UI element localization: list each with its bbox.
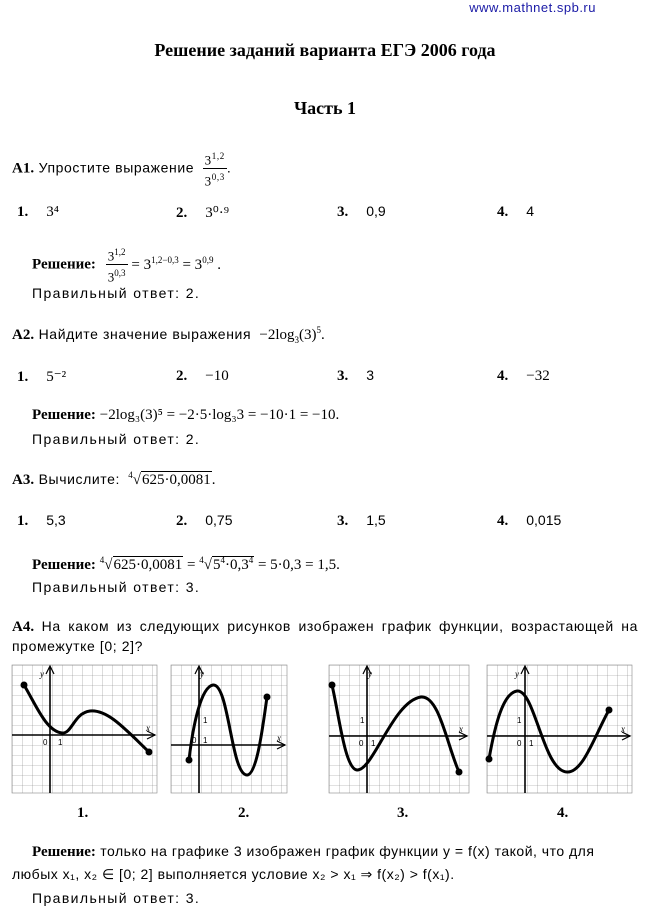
svg-text:1: 1 — [360, 716, 365, 725]
part-heading: Часть 1 — [293, 98, 357, 118]
svg-text:x: x — [277, 733, 281, 743]
graph-2 — [171, 665, 287, 793]
svg-text:1: 1 — [58, 738, 63, 747]
svg-text:1: 1 — [529, 739, 534, 748]
graph-3-label: 3. — [397, 805, 409, 821]
page-title: Решение заданий варианта ЕГЭ 2006 года — [154, 40, 496, 60]
a4-solution-line1: Решение: только на графике 3 изображен график функции y = f(x) такой, что для — [32, 843, 595, 860]
graph-4 — [486, 665, 633, 793]
a3-option-2: 2. 0,75 — [176, 512, 233, 529]
a2-solution: Решение: −2log₃(3)⁵ = −2·5·log₃3 = −10·1 = −10. — [32, 407, 340, 423]
svg-text:y: y — [515, 669, 519, 679]
a1-answer: Правильный ответ: 2. — [32, 285, 201, 301]
a4-answer: Правильный ответ: 3. — [32, 890, 201, 906]
a3-option-3: 3. 1,5 — [337, 512, 386, 529]
a3-solution: Решение: $^4√625\cdot 0,0081 = ^4√5^4\cdot 0,3^4 = 5\cdot 0,3 = 1,5$. — [32, 555, 340, 573]
question-a4: А4. На каком из следующих рисунков изображен график функции, возрастающей на промежутке [0; 2]? — [12, 618, 638, 654]
a2-option-3: 3. 3 — [337, 367, 375, 384]
question-a2: А2. Найдите значение выражения $-2\log_3(3)^5$. — [12, 325, 325, 345]
svg-text:x: x — [146, 723, 150, 733]
a1-option-3: 3. 0,9 — [337, 203, 386, 220]
a2-answer: Правильный ответ: 2. — [32, 431, 201, 447]
a3-option-1: 1. 5,3 — [17, 512, 66, 529]
a4-solution-line2: любых x₁, x₂ ∈ [0; 2] выполняется условие x₂ > x₁ ⇒ f(x₂) > f(x₁). — [12, 866, 455, 882]
question-a3: А3. Вычислите: $^4$√625·0,0081. — [12, 470, 216, 488]
question-a1: А1. Упростите выражение $\frac{3^{1,2}}{3^{0,3}}$ . — [12, 148, 231, 190]
a1-solution: Решение: $\frac{3^{1,2}}{3^{0,3}}$ = $3^{1,2-0,3} = 3^{0,9}$ . — [32, 244, 221, 286]
graph-1-label: 1. — [77, 805, 89, 821]
a3-answer: Правильный ответ: 3. — [32, 579, 201, 595]
svg-text:0: 0 — [517, 739, 522, 748]
a1-option-1: 1. 3⁴ — [17, 204, 59, 220]
a1-fraction: $\frac{3^{1,2}}{3^{0,3}}$ — [203, 148, 227, 190]
a2-option-2: 2. −10 — [176, 368, 229, 384]
svg-text:y: y — [200, 669, 204, 679]
question-label: А1. — [12, 160, 35, 177]
svg-text:0: 0 — [43, 738, 48, 747]
svg-text:0: 0 — [359, 739, 364, 748]
svg-text:x: x — [621, 724, 625, 734]
graph-2-label: 2. — [238, 805, 250, 821]
a1-option-2: 2. 3⁰·⁹ — [176, 205, 229, 221]
a2-option-4: 4. −32 — [497, 368, 550, 384]
graph-1 — [12, 665, 157, 793]
a2-option-1: 1. 5⁻² — [17, 369, 67, 385]
svg-text:1: 1 — [203, 736, 208, 745]
svg-text:y: y — [368, 669, 372, 679]
site-url: www.mathnet.spb.ru — [469, 0, 596, 15]
a4-graphs — [0, 660, 650, 810]
svg-text:x: x — [459, 724, 463, 734]
a3-option-4: 4. 0,015 — [497, 512, 562, 529]
svg-text:1: 1 — [517, 716, 522, 725]
question-text: Упростите выражение — [38, 159, 195, 176]
svg-text:1: 1 — [203, 716, 208, 725]
svg-text:y: y — [40, 669, 44, 679]
svg-text:1: 1 — [371, 739, 376, 748]
graph-3 — [329, 665, 470, 793]
graph-4-label: 4. — [557, 805, 569, 821]
a1-option-4: 4. 4 — [497, 203, 535, 220]
svg-text:0: 0 — [192, 736, 197, 745]
